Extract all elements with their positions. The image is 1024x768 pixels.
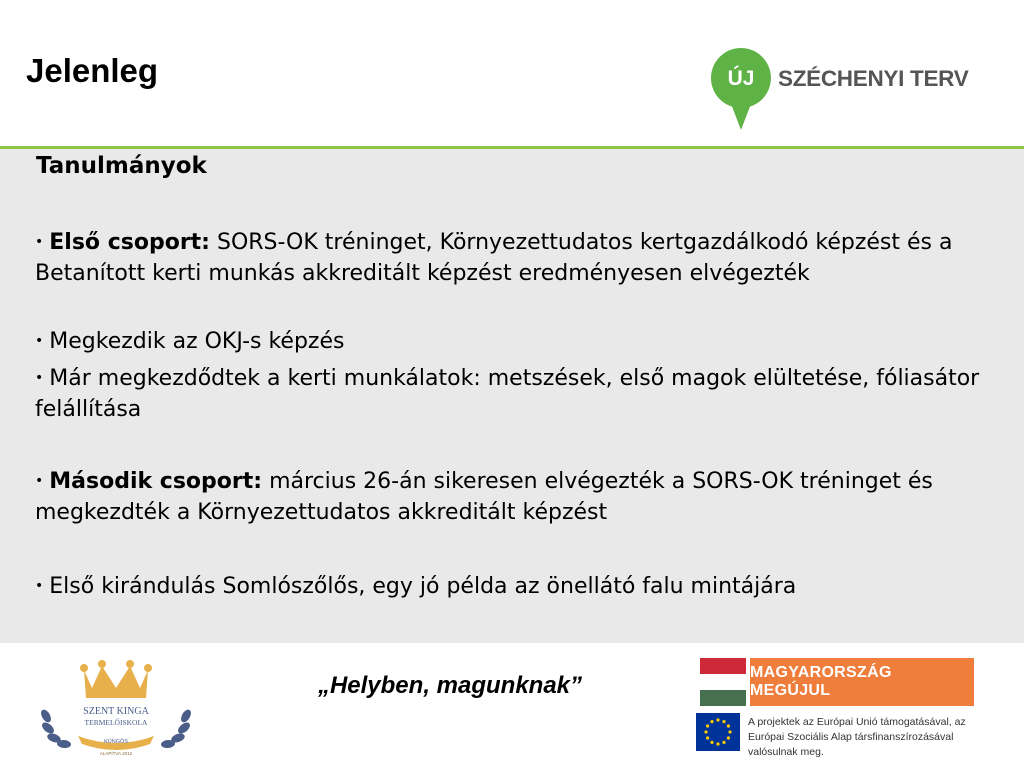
bullet-bold-label: Első csoport:: [49, 230, 210, 255]
eu-flag-icon: [696, 713, 740, 751]
bullet-text: Megkezdik az OKJ-s képzés: [49, 329, 345, 354]
bullet-bold-label: Második csoport:: [49, 469, 263, 494]
bullet-text: Első kirándulás Somlószőlős, egy jó példa az önellátó falu mintájára: [49, 574, 797, 599]
bullet-text: Már megkezdődtek a kerti munkálatok: metszések, első magok elültetése, fóliasátor felállítása: [35, 366, 980, 422]
eu-funding-text: A projektek az Európai Unió támogatásával, az Európai Szociális Alap társfinanszírozásával valósulnak meg.: [748, 716, 966, 758]
laurel-right-icon: [161, 708, 193, 749]
slogan: „Helyben, magunknak”: [317, 672, 583, 699]
szechenyi-terv-logo: [706, 44, 996, 134]
bullet-marker: •: [35, 234, 44, 250]
bullet-marker: •: [35, 333, 44, 349]
mm-banner: MAGYARORSZÁG MEGÚJUL: [750, 658, 974, 706]
bullet-marker: •: [35, 473, 44, 489]
bullet-item: [35, 326, 995, 357]
laurel-left-icon: [39, 708, 71, 749]
kinga-line4: ALAPÍTVA 2012: [99, 751, 133, 756]
bullet-item: [35, 466, 995, 528]
bullet-marker: •: [35, 578, 44, 594]
kinga-line1: SZENT KINGA: [83, 706, 149, 717]
slide-title: Jelenleg: [26, 52, 159, 89]
logo-uj-text: ÚJ: [727, 67, 755, 90]
bullet-item: [35, 363, 995, 425]
kinga-line2: TERMELŐISKOLA: [84, 718, 148, 727]
kinga-line3: KÜNGÖS: [104, 739, 128, 745]
bullet-marker: •: [35, 370, 44, 386]
bullet-text: március 26-án sikeresen elvégezték a SORS-OK tréninget és megkezdték a Környezettudatos akkreditált képzést: [35, 469, 933, 525]
bullet-item: [35, 571, 995, 602]
hungary-flag-icon: [700, 658, 746, 706]
logo-szechenyi-text: SZÉCHENYI TERV: [778, 66, 969, 91]
bullet-item: [35, 227, 995, 289]
bullet-text: SORS-OK tréninget, Környezettudatos kertgazdálkodó képzést és a Betanított kerti munkás akkreditált képzést eredményesen elvégezték: [35, 230, 953, 286]
content-heading: Tanulmányok: [36, 153, 207, 179]
